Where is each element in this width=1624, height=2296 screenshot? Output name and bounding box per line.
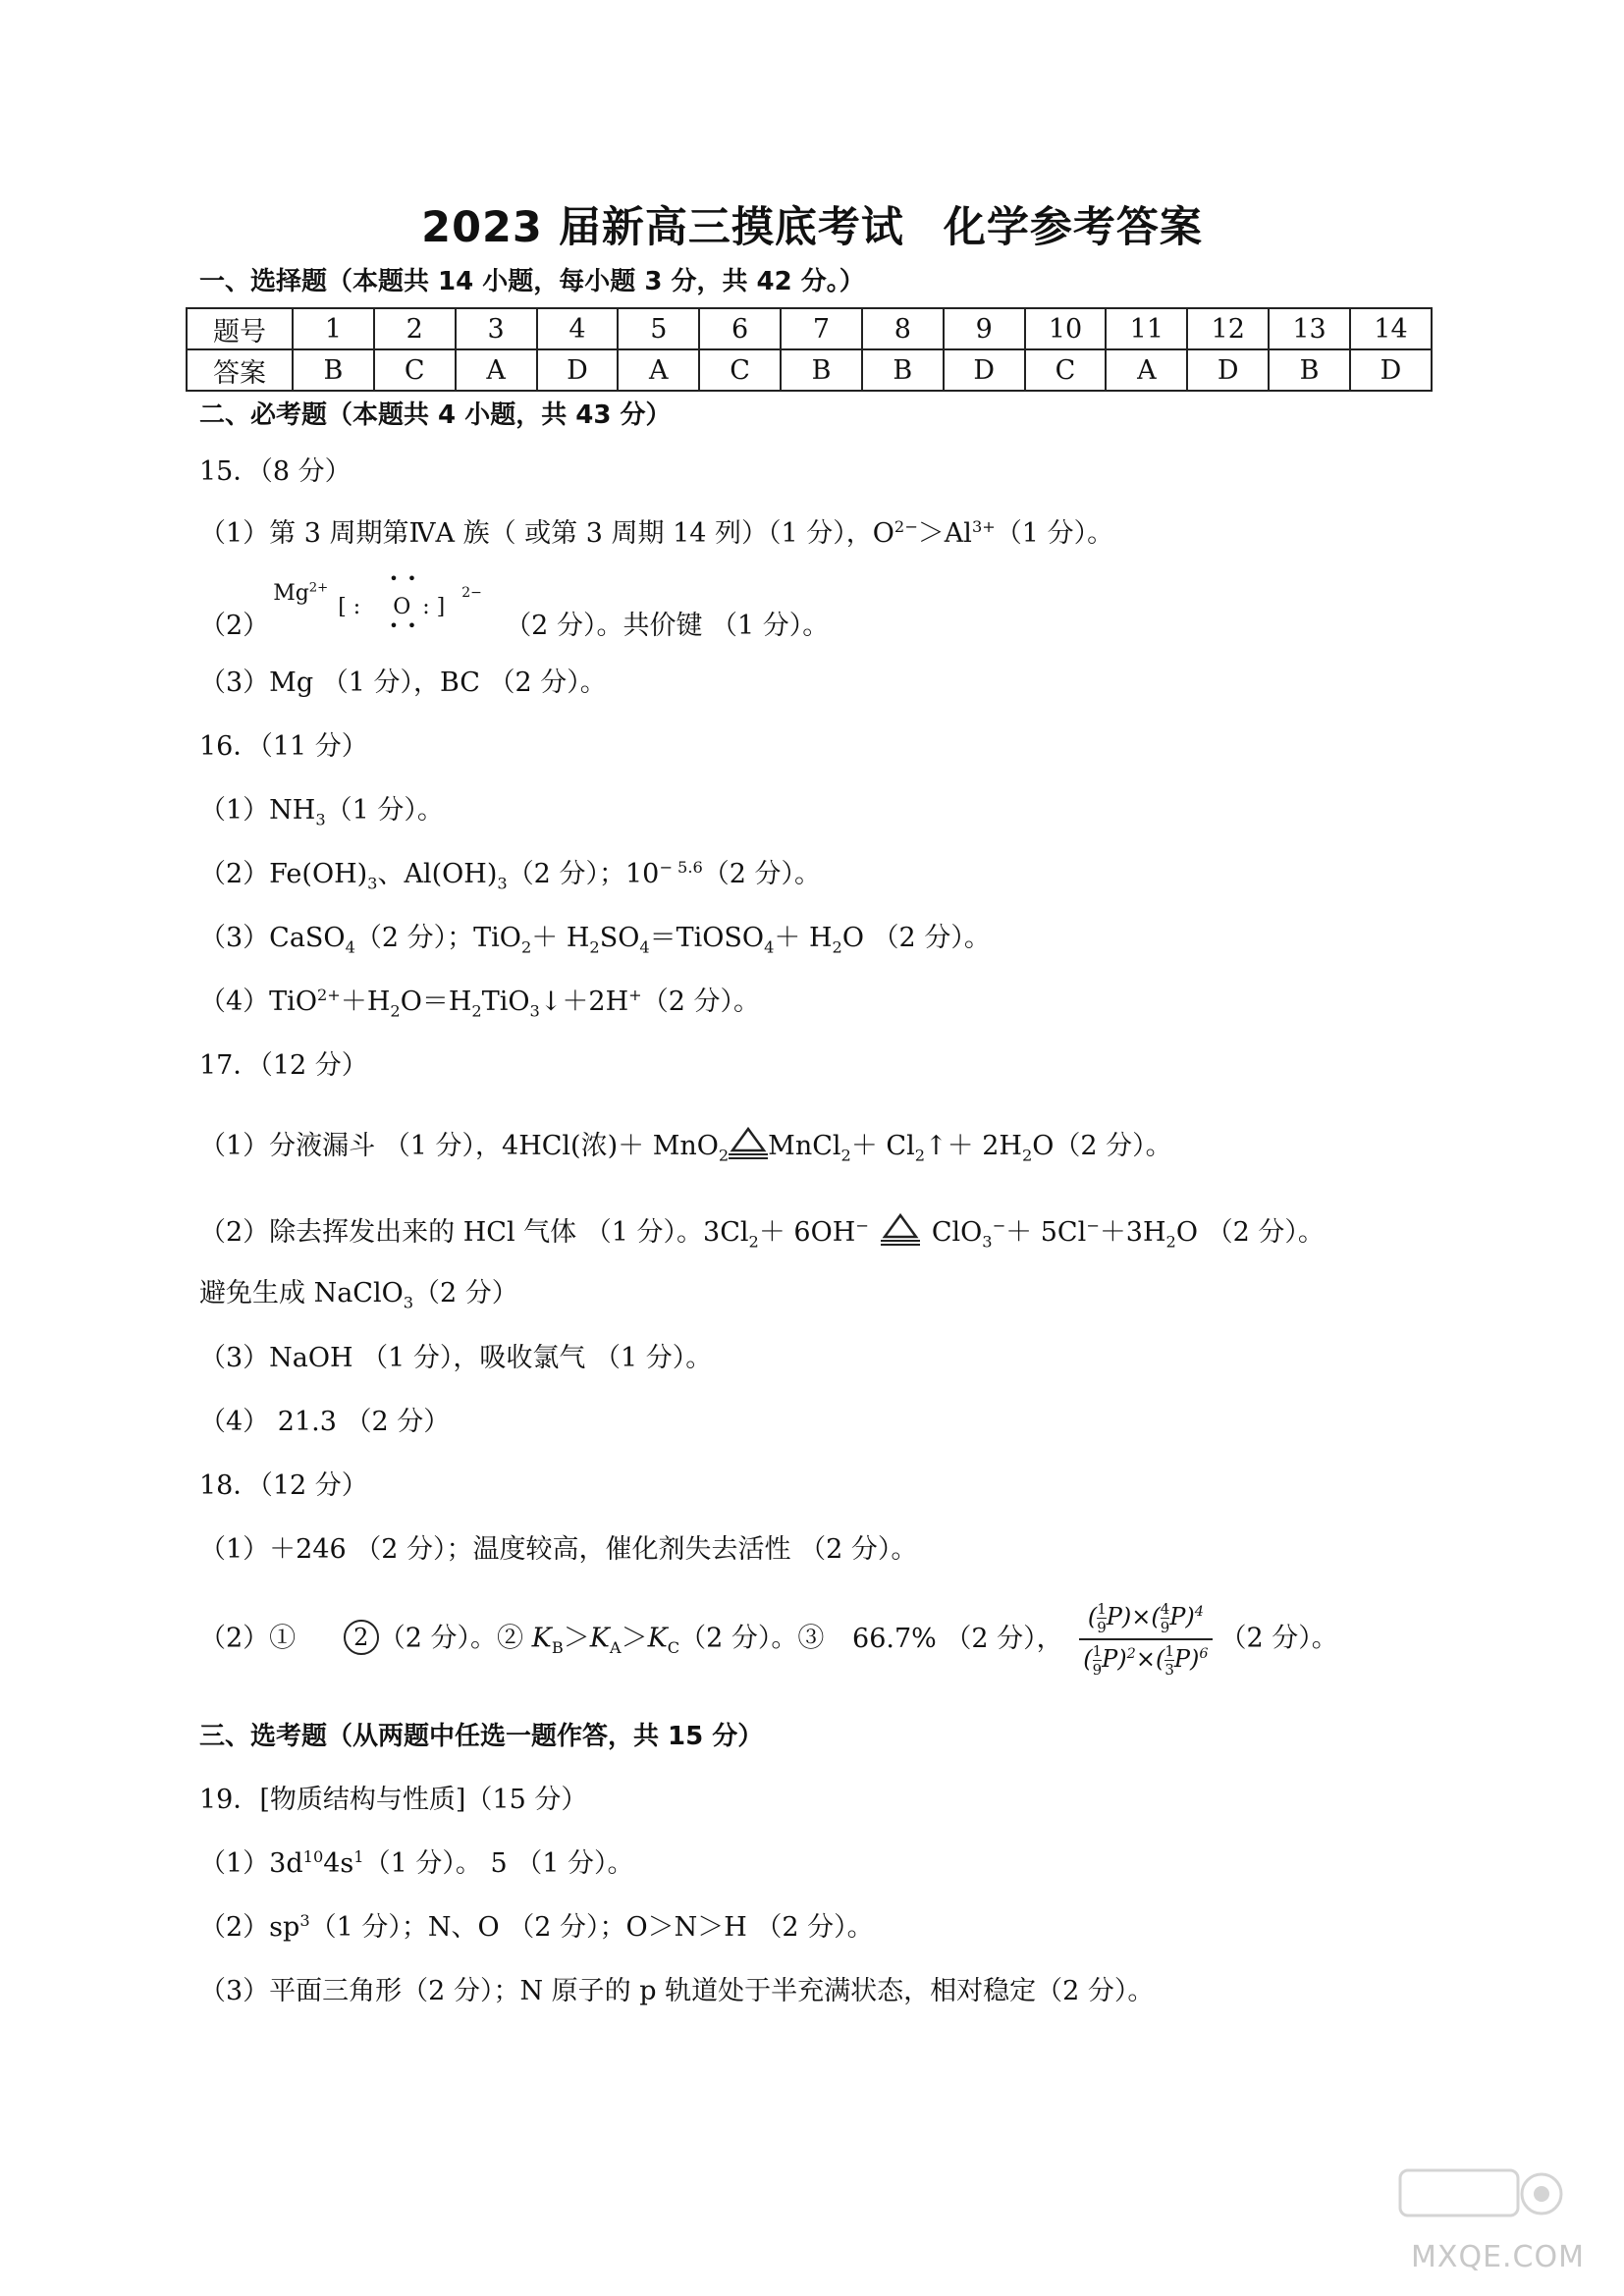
sub: 4 — [345, 937, 355, 957]
text: ＝TiOSO — [649, 923, 765, 953]
text: O （2 分）。 — [1175, 1217, 1325, 1248]
text: （2 分）。 — [702, 859, 822, 889]
table-cell: 12 — [1187, 308, 1269, 349]
small-fraction — [1161, 1600, 1170, 1636]
fraction-denominator — [1079, 1640, 1212, 1679]
sub: 3 — [982, 1232, 993, 1252]
q18-header: 18．（12 分） — [199, 1470, 368, 1501]
text: （2）sp — [199, 1912, 300, 1943]
sup: 3+ — [971, 517, 996, 536]
section1-heading: 一、选择题（本题共 14 小题，每小题 3 分，共 42 分。） — [199, 267, 865, 296]
sup: − — [992, 1216, 1006, 1235]
small-num: 4 — [1160, 1600, 1170, 1618]
text: （3）CaSO — [199, 923, 346, 953]
text: （4）TiO — [199, 987, 317, 1017]
text: （2 分）。 — [641, 987, 760, 1017]
q15-part2 — [199, 569, 830, 646]
sup: 2 — [1126, 1646, 1136, 1662]
table-cell: D — [537, 349, 619, 391]
q18-part2 — [199, 1600, 1338, 1679]
table-cell: 8 — [862, 308, 944, 349]
q17-part1 — [199, 1127, 1172, 1165]
table-cell: 6 — [699, 308, 781, 349]
text: ＞Al — [917, 518, 972, 549]
text: Mg — [273, 581, 309, 606]
sub: 3 — [315, 810, 326, 829]
text: ×( — [1135, 1645, 1165, 1673]
text: （1 分）；N、O （2 分）；O＞N＞H （2 分）。 — [309, 1912, 874, 1943]
q16-part2 — [199, 858, 822, 893]
text: （1）3d — [199, 1848, 303, 1879]
small-num: 1 — [1097, 1600, 1107, 1618]
text: （2）Fe(OH) — [199, 859, 368, 889]
table-cell: D — [1350, 349, 1432, 391]
sub: 3 — [529, 1001, 540, 1021]
table-cell: C — [374, 349, 456, 391]
text: （2 分） — [413, 1278, 518, 1308]
table-cell: B — [781, 349, 862, 391]
table-cell: A — [456, 349, 537, 391]
k-symbol: K — [647, 1623, 668, 1654]
lewis-oxygen: O — [393, 595, 411, 619]
sub: 2 — [718, 1146, 730, 1165]
text: ↑＋ 2H — [925, 1131, 1022, 1161]
table-cell: A — [1106, 349, 1187, 391]
text: ＋ Cl — [850, 1131, 915, 1161]
text: SO — [599, 923, 640, 953]
answer-table-number-row — [187, 308, 1432, 349]
q17-header: 17．（12 分） — [199, 1050, 368, 1081]
text: ClO — [931, 1217, 983, 1248]
text: ＋ H — [531, 923, 590, 953]
text: （1 分）。 — [325, 795, 444, 826]
text: （2 分）。 — [1219, 1623, 1338, 1654]
table-cell: D — [1187, 349, 1269, 391]
sup: 2+ — [308, 580, 329, 596]
text: （2）除去挥发出来的 HCl 气体 （1 分）。3Cl — [199, 1217, 749, 1248]
small-den: 9 — [1092, 1661, 1103, 1679]
sup: + — [628, 986, 642, 1004]
text: ＋3H — [1099, 1217, 1166, 1248]
text: MnCl — [768, 1131, 841, 1161]
section3-heading: 三、选考题（从两题中任选一题作答，共 15 分） — [199, 1722, 764, 1751]
sup: 3 — [299, 1911, 310, 1930]
equilibrium-constant-fraction — [1079, 1600, 1212, 1679]
row-label-answer: 答案 — [187, 349, 293, 391]
page-title — [0, 194, 1624, 254]
text: （1 分）。 — [995, 518, 1114, 549]
q15-part1 — [199, 518, 1113, 550]
text: 、Al(OH) — [377, 859, 498, 889]
table-cell: B — [862, 349, 944, 391]
table-cell: 11 — [1106, 308, 1187, 349]
sub: 2 — [914, 1146, 926, 1165]
small-fraction — [1097, 1600, 1107, 1636]
text: P) — [1102, 1645, 1127, 1673]
small-den: 9 — [1160, 1619, 1170, 1636]
text: P) — [1173, 1645, 1200, 1673]
lewis-charge: 2− — [461, 585, 482, 601]
sub: 2 — [471, 1001, 482, 1021]
text: O（2 分）。 — [1032, 1131, 1172, 1161]
table-cell: B — [1269, 349, 1350, 391]
sub: 2 — [520, 937, 532, 957]
q19-part1 — [199, 1848, 633, 1880]
table-cell: 1 — [293, 308, 374, 349]
watermark-logo-icon — [1398, 2164, 1565, 2227]
q16-part3 — [199, 923, 991, 957]
sub: 2 — [748, 1232, 759, 1252]
sub: 2 — [840, 1146, 851, 1165]
sub: 2 — [1165, 1232, 1176, 1252]
table-cell: 3 — [456, 308, 537, 349]
sub: 2 — [390, 1001, 401, 1021]
q17-part2-continued — [199, 1278, 518, 1312]
text: O （2 分）。 — [841, 923, 991, 953]
text: 避免生成 NaClO — [199, 1278, 404, 1308]
table-cell: C — [699, 349, 781, 391]
sup: 6 — [1199, 1646, 1209, 1662]
q16-part1 — [199, 795, 444, 827]
sub: 4 — [764, 937, 775, 957]
text: ＋ 5Cl — [1005, 1217, 1087, 1248]
text: （1 分）。 5 （1 分）。 — [363, 1848, 634, 1879]
q19-header: 19．[物质结构与性质]（15 分） — [199, 1785, 588, 1815]
title-part1: 2023 届新高三摸底考试 — [421, 203, 904, 252]
text: （1）分液漏斗 （1 分），4HCl(浓)＋ MnO — [199, 1131, 719, 1161]
table-cell: 13 — [1269, 308, 1350, 349]
text: （1）NH — [199, 795, 316, 826]
text: ＞ — [563, 1623, 590, 1654]
small-den: 3 — [1164, 1661, 1174, 1679]
heating-triangle-icon — [729, 1127, 768, 1158]
text: （2 分）。③ — [679, 1623, 825, 1654]
text: ＋ H — [774, 923, 833, 953]
sup: 4 — [1194, 1604, 1204, 1620]
sub: C — [667, 1637, 680, 1657]
text: P)×( — [1106, 1603, 1161, 1630]
q17-part3: （3）NaOH （1 分），吸收氯气 （1 分）。 — [199, 1343, 713, 1373]
text: P) — [1169, 1603, 1195, 1630]
text: （1）第 3 周期第ⅣA 族（ 或第 3 周期 14 列）（1 分），O — [199, 518, 894, 549]
q16-part4 — [199, 986, 760, 1021]
q19-part3: （3）平面三角形（2 分）；N 原子的 p 轨道处于半充满状态，相对稳定（2 分）。 — [199, 1976, 1155, 2006]
text: ( — [1087, 1603, 1098, 1630]
text: （2 分）；10 — [507, 859, 660, 889]
text: TiO — [481, 987, 530, 1017]
lewis-mg — [273, 581, 328, 607]
sub: 3 — [497, 874, 508, 893]
sub: 3 — [403, 1293, 414, 1312]
lewis-dots-top: • • — [389, 569, 419, 588]
text: ＞ — [621, 1623, 648, 1654]
sup: 10 — [302, 1847, 324, 1866]
lewis-structure-mgo — [269, 569, 505, 646]
text: （2）① — [199, 1623, 297, 1654]
sup: − 5.6 — [659, 858, 703, 877]
q18-part1: （1）＋246 （2 分）；温度较高，催化剂失去活性 （2 分）。 — [199, 1534, 918, 1565]
small-fraction — [1093, 1642, 1103, 1679]
table-cell: 9 — [944, 308, 1025, 349]
watermark-url: MXQE.COM — [1411, 2240, 1585, 2274]
small-num: 1 — [1092, 1642, 1103, 1660]
table-cell: 10 — [1025, 308, 1107, 349]
title-part2: 化学参考答案 — [943, 203, 1203, 252]
text: ＋ 6OH — [758, 1217, 856, 1248]
table-cell: 4 — [537, 308, 619, 349]
table-cell: 2 — [374, 308, 456, 349]
sub: 3 — [367, 874, 378, 893]
lewis-bracket-left: [ : — [338, 595, 361, 619]
text: ↓＋2H — [539, 987, 629, 1017]
small-num: 1 — [1164, 1642, 1174, 1660]
sup: 1 — [353, 1847, 364, 1866]
sup: 2− — [893, 517, 918, 536]
text: 66.7% （2 分）， — [852, 1623, 1063, 1654]
text: （2） — [199, 611, 270, 641]
section2-heading: 二、必考题（本题共 4 小题，共 43 分） — [199, 400, 672, 430]
answer-table — [186, 307, 1433, 392]
k-symbol: K — [531, 1623, 552, 1654]
sup: − — [855, 1216, 869, 1235]
heating-triangle-icon — [881, 1213, 920, 1245]
sub: 4 — [639, 937, 650, 957]
small-den: 9 — [1097, 1619, 1107, 1636]
q19-part2 — [199, 1912, 874, 1944]
text: 4s — [323, 1848, 354, 1879]
table-cell: D — [944, 349, 1025, 391]
table-cell: 7 — [781, 308, 862, 349]
answer-table-answer-row — [187, 349, 1432, 391]
table-cell: 14 — [1350, 308, 1432, 349]
lewis-dots-bottom: • • — [389, 616, 419, 635]
sub: 2 — [1021, 1146, 1033, 1165]
circled-number-2: 2 — [344, 1620, 379, 1655]
table-cell: A — [618, 349, 699, 391]
k-symbol: K — [589, 1623, 610, 1654]
text: O＝H — [400, 987, 472, 1017]
q16-header: 16．（11 分） — [199, 731, 368, 762]
sub: 2 — [589, 937, 600, 957]
sub: B — [551, 1637, 564, 1657]
small-fraction — [1164, 1642, 1174, 1679]
q15-part3: （3）Mg （1 分），BC （2 分）。 — [199, 667, 607, 698]
text: ( — [1083, 1645, 1093, 1673]
q17-part4: （4） 21.3 （2 分） — [199, 1407, 451, 1437]
sub: 2 — [832, 937, 842, 957]
sup: − — [1086, 1216, 1100, 1235]
q17-part2 — [199, 1213, 1325, 1252]
fraction-numerator — [1079, 1600, 1212, 1640]
table-cell: C — [1025, 349, 1107, 391]
text: （2 分）。② — [378, 1623, 524, 1654]
q15-header: 15．（8 分） — [199, 456, 352, 487]
table-cell: 5 — [618, 308, 699, 349]
sup: 2+ — [316, 986, 341, 1004]
sub: A — [609, 1637, 622, 1657]
text: ＋H — [340, 987, 391, 1017]
table-cell: B — [293, 349, 374, 391]
row-label-number: 题号 — [187, 308, 293, 349]
text: （2 分）。共价键 （1 分）。 — [505, 611, 830, 641]
text: （2 分）；TiO — [354, 923, 521, 953]
lewis-bracket-right: : ] — [422, 595, 446, 619]
